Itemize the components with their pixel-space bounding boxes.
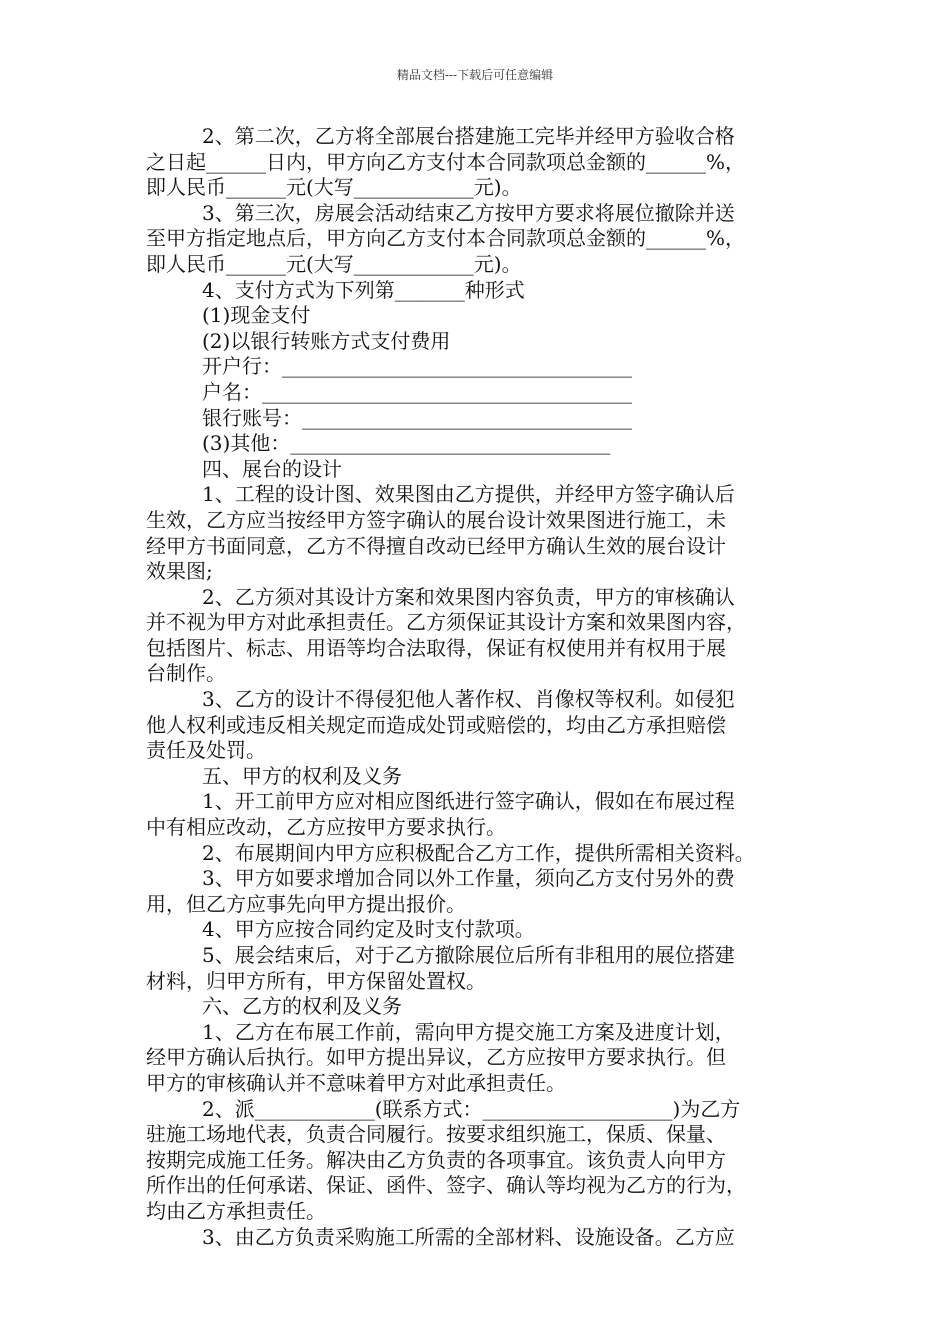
text-line: 3、第三次，房展会活动结束乙方按甲方要求将展位撤除并送: [202, 200, 735, 225]
text-line: 驻施工场地代表，负责合同履行。按要求组织施工，保质、保量、: [146, 1122, 726, 1147]
text-line: 所作出的任何承诺、保证、函件、签字、确认等均视为乙方的行为，: [146, 1173, 746, 1198]
text-line: 2、乙方须对其设计方案和效果图内容负责，甲方的审核确认: [202, 584, 735, 609]
text-line: 生效，乙方应当按经甲方签字确认的展台设计效果图进行施工，未: [146, 507, 726, 532]
page-header: 精品文档---下载后可任意编辑: [396, 68, 554, 82]
text-line: 五、甲方的权利及义务: [202, 763, 402, 788]
text-line: 四、展台的设计: [202, 456, 342, 481]
text-line: 2、派____________(联系方式：___________________)为乙方: [202, 1096, 741, 1121]
text-line: 经甲方确认后执行。如甲方提出异议，乙方应按甲方要求执行。但: [146, 1045, 726, 1070]
text-line: 2、第二次，乙方将全部展台搭建施工完毕并经甲方验收合格: [202, 124, 735, 148]
text-line: 效果图;: [146, 559, 213, 584]
text-line: 并不视为甲方对此承担责任。乙方须保证其设计方案和效果图内容，: [146, 610, 746, 635]
text-line: 责任及处罚。: [146, 738, 266, 763]
text-line: 4、甲方应按合同约定及时支付款项。: [202, 917, 535, 942]
text-line: 户名：_____________________________________: [202, 379, 632, 404]
text-line: 用，但乙方应事先向甲方提出报价。: [146, 891, 466, 916]
text-line: 中有相应改动，乙方应按甲方要求执行。: [146, 815, 506, 840]
text-line: 均由乙方承担责任。: [146, 1198, 326, 1223]
text-line: 经甲方书面同意，乙方不得擅自改动已经甲方确认生效的展台设计: [146, 533, 726, 558]
text-line: 1、开工前甲方应对相应图纸进行签字确认，假如在布展过程: [202, 789, 735, 814]
text-line: 3、甲方如要求增加合同以外工作量，须向乙方支付另外的费: [202, 866, 735, 891]
text-line: 他人权利或违反相关规定而造成处罚或赔偿的，均由乙方承担赔偿: [146, 712, 726, 737]
text-line: 材料，归甲方所有，甲方保留处置权。: [146, 968, 486, 993]
text-line: 甲方的审核确认并不意味着甲方对此承担责任。: [146, 1070, 566, 1095]
text-line: 至甲方指定地点后，甲方向乙方支付本合同款项总金额的______%，: [146, 226, 746, 251]
text-line: 1、乙方在布展工作前，需向甲方提交施工方案及进度计划，: [202, 1019, 735, 1044]
text-line: 之日起______日内，甲方向乙方支付本合同款项总金额的______%，: [146, 149, 746, 174]
text-line: 即人民币______元(大写____________元)。: [146, 175, 522, 200]
text-line: 3、乙方的设计不得侵犯他人著作权、肖像权等权利。如侵犯: [202, 687, 735, 712]
text-line: 1、工程的设计图、效果图由乙方提供，并经甲方签字确认后: [202, 482, 735, 507]
text-line: 六、乙方的权利及义务: [202, 994, 402, 1019]
text-line: 开户行：___________________________________: [202, 354, 632, 379]
text-line: 3、由乙方负责采购施工所需的全部材料、设施设备。乙方应: [202, 1224, 735, 1249]
text-line: (3)其他：________________________________: [202, 431, 611, 456]
text-line: 银行账号：_________________________________: [202, 405, 632, 430]
text-line: 5、展会结束后，对于乙方撤除展位后所有非租用的展位搭建: [202, 943, 735, 967]
text-line: 包括图片、标志、用语等均合法取得，保证有权使用并有权用于展: [146, 635, 726, 660]
text-line: 2、布展期间内甲方应积极配合乙方工作，提供所需相关资料。: [202, 840, 755, 865]
text-line: 即人民币______元(大写____________元)。: [146, 251, 522, 276]
text-line: 按期完成施工任务。解决由乙方负责的各项事宜。该负责人向甲方: [146, 1147, 726, 1172]
text-line: (1)现金支付: [202, 303, 311, 328]
text-line: (2)以银行转账方式支付费用: [202, 328, 451, 353]
text-line: 台制作。: [146, 661, 226, 686]
text-line: 4、支付方式为下列第_______种形式: [202, 277, 525, 302]
document-body: [146, 124, 810, 1250]
